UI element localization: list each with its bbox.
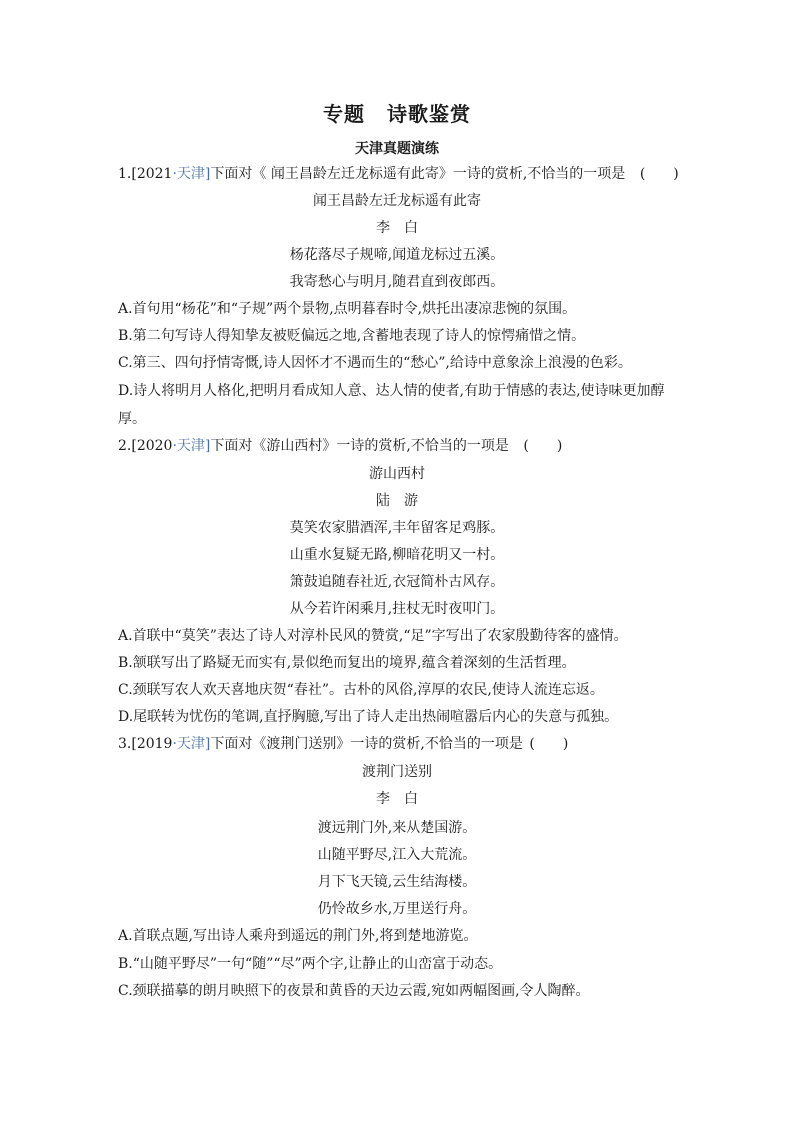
poem-line: 山随平野尽,江入大荒流。 (317, 847, 477, 863)
page-title (0, 98, 794, 127)
option-a: A.首联点题,写出诗人乘舟到遥远的荆门外,将到楚地游览。 (118, 928, 478, 944)
option-b: B.颔联写出了路疑无而实有,景似绝而复出的境界,蕴含着深刻的生活哲理。 (118, 655, 576, 671)
title-left: 专题 (323, 102, 365, 126)
poem-line: 杨花落尽子规啼,闻道龙标过五溪。 (289, 247, 505, 263)
poem-author: 李 白 (376, 791, 418, 807)
option-d: D.诗人将明月人格化,把明月看成知人意、达人情的使者,有助于情感的表达,使诗味更加醇厚。 (118, 383, 665, 427)
option-b: B.“山随平野尽”一句“随”“尽”两个字,让静止的山峦富于动态。 (118, 956, 503, 972)
question-1-stem: 1.[2021·天津]下面对《 闻王昌龄左迁龙标遥有此寄》一诗的赏析,不恰当的一项是 ( ) (118, 166, 679, 182)
option-c: C.第三、四句抒情寄慨,诗人因怀才不遇而生的“愁心”,给诗中意象涂上浪漫的色彩。 (118, 355, 632, 371)
title-right: 诗歌鉴赏 (387, 102, 471, 126)
option-a: A.首句用“杨花”和“子规”两个景物,点明暮春时令,烘托出凄凉悲惋的氛围。 (118, 301, 577, 317)
poem-line: 山重水复疑无路,柳暗花明又一村。 (289, 547, 505, 563)
option-c: C.颈联写农人欢天喜地庆贺“春社”。古朴的风俗,淳厚的农民,使诗人流连忘返。 (118, 682, 604, 698)
question-2-stem: 2.[2020·天津]下面对《游山西村》一诗的赏析,不恰当的一项是 ( ) (118, 438, 563, 454)
question-3-stem: 3.[2019·天津]下面对《渡荆门送别》一诗的赏析,不恰当的一项是 ( ) (118, 736, 569, 752)
poem-line: 从今若许闲乘月,拄杖无时夜叩门。 (289, 601, 505, 617)
section-heading: 天津真题演练 (355, 141, 439, 157)
poem-line: 仍怜故乡水,万里送行舟。 (317, 901, 477, 917)
poem-line: 莫笑农家腊酒浑,丰年留客足鸡豚。 (289, 520, 505, 536)
option-c: C.颈联描摹的朗月映照下的夜景和黄昏的天边云霞,宛如两幅图画,令人陶醉。 (118, 983, 590, 999)
poem-author: 陆 游 (376, 493, 418, 509)
poem-title: 闻王昌龄左迁龙标遥有此寄 (313, 193, 481, 209)
poem-author: 李 白 (376, 220, 418, 236)
poem-line: 箫鼓追随春社近,衣冠简朴古风存。 (289, 574, 505, 590)
poem-title: 渡荆门送别 (362, 764, 432, 780)
option-b: B.第二句写诗人得知挚友被贬偏远之地,含蓄地表现了诗人的惊愕痛惜之情。 (118, 328, 586, 344)
option-d: D.尾联转为忧伤的笔调,直抒胸臆,写出了诗人走出热闹喧嚣后内心的失意与孤独。 (118, 709, 619, 725)
poem-title: 游山西村 (369, 466, 425, 482)
poem-line: 我寄愁心与明月,随君直到夜郎西。 (289, 274, 505, 290)
poem-line: 月下飞天镜,云生结海楼。 (317, 874, 477, 890)
poem-line: 渡远荆门外,来从楚国游。 (317, 820, 477, 836)
option-a: A.首联中“莫笑”表达了诗人对淳朴民风的赞赏,“足”字写出了农家殷勤待客的盛情。 (118, 628, 628, 644)
